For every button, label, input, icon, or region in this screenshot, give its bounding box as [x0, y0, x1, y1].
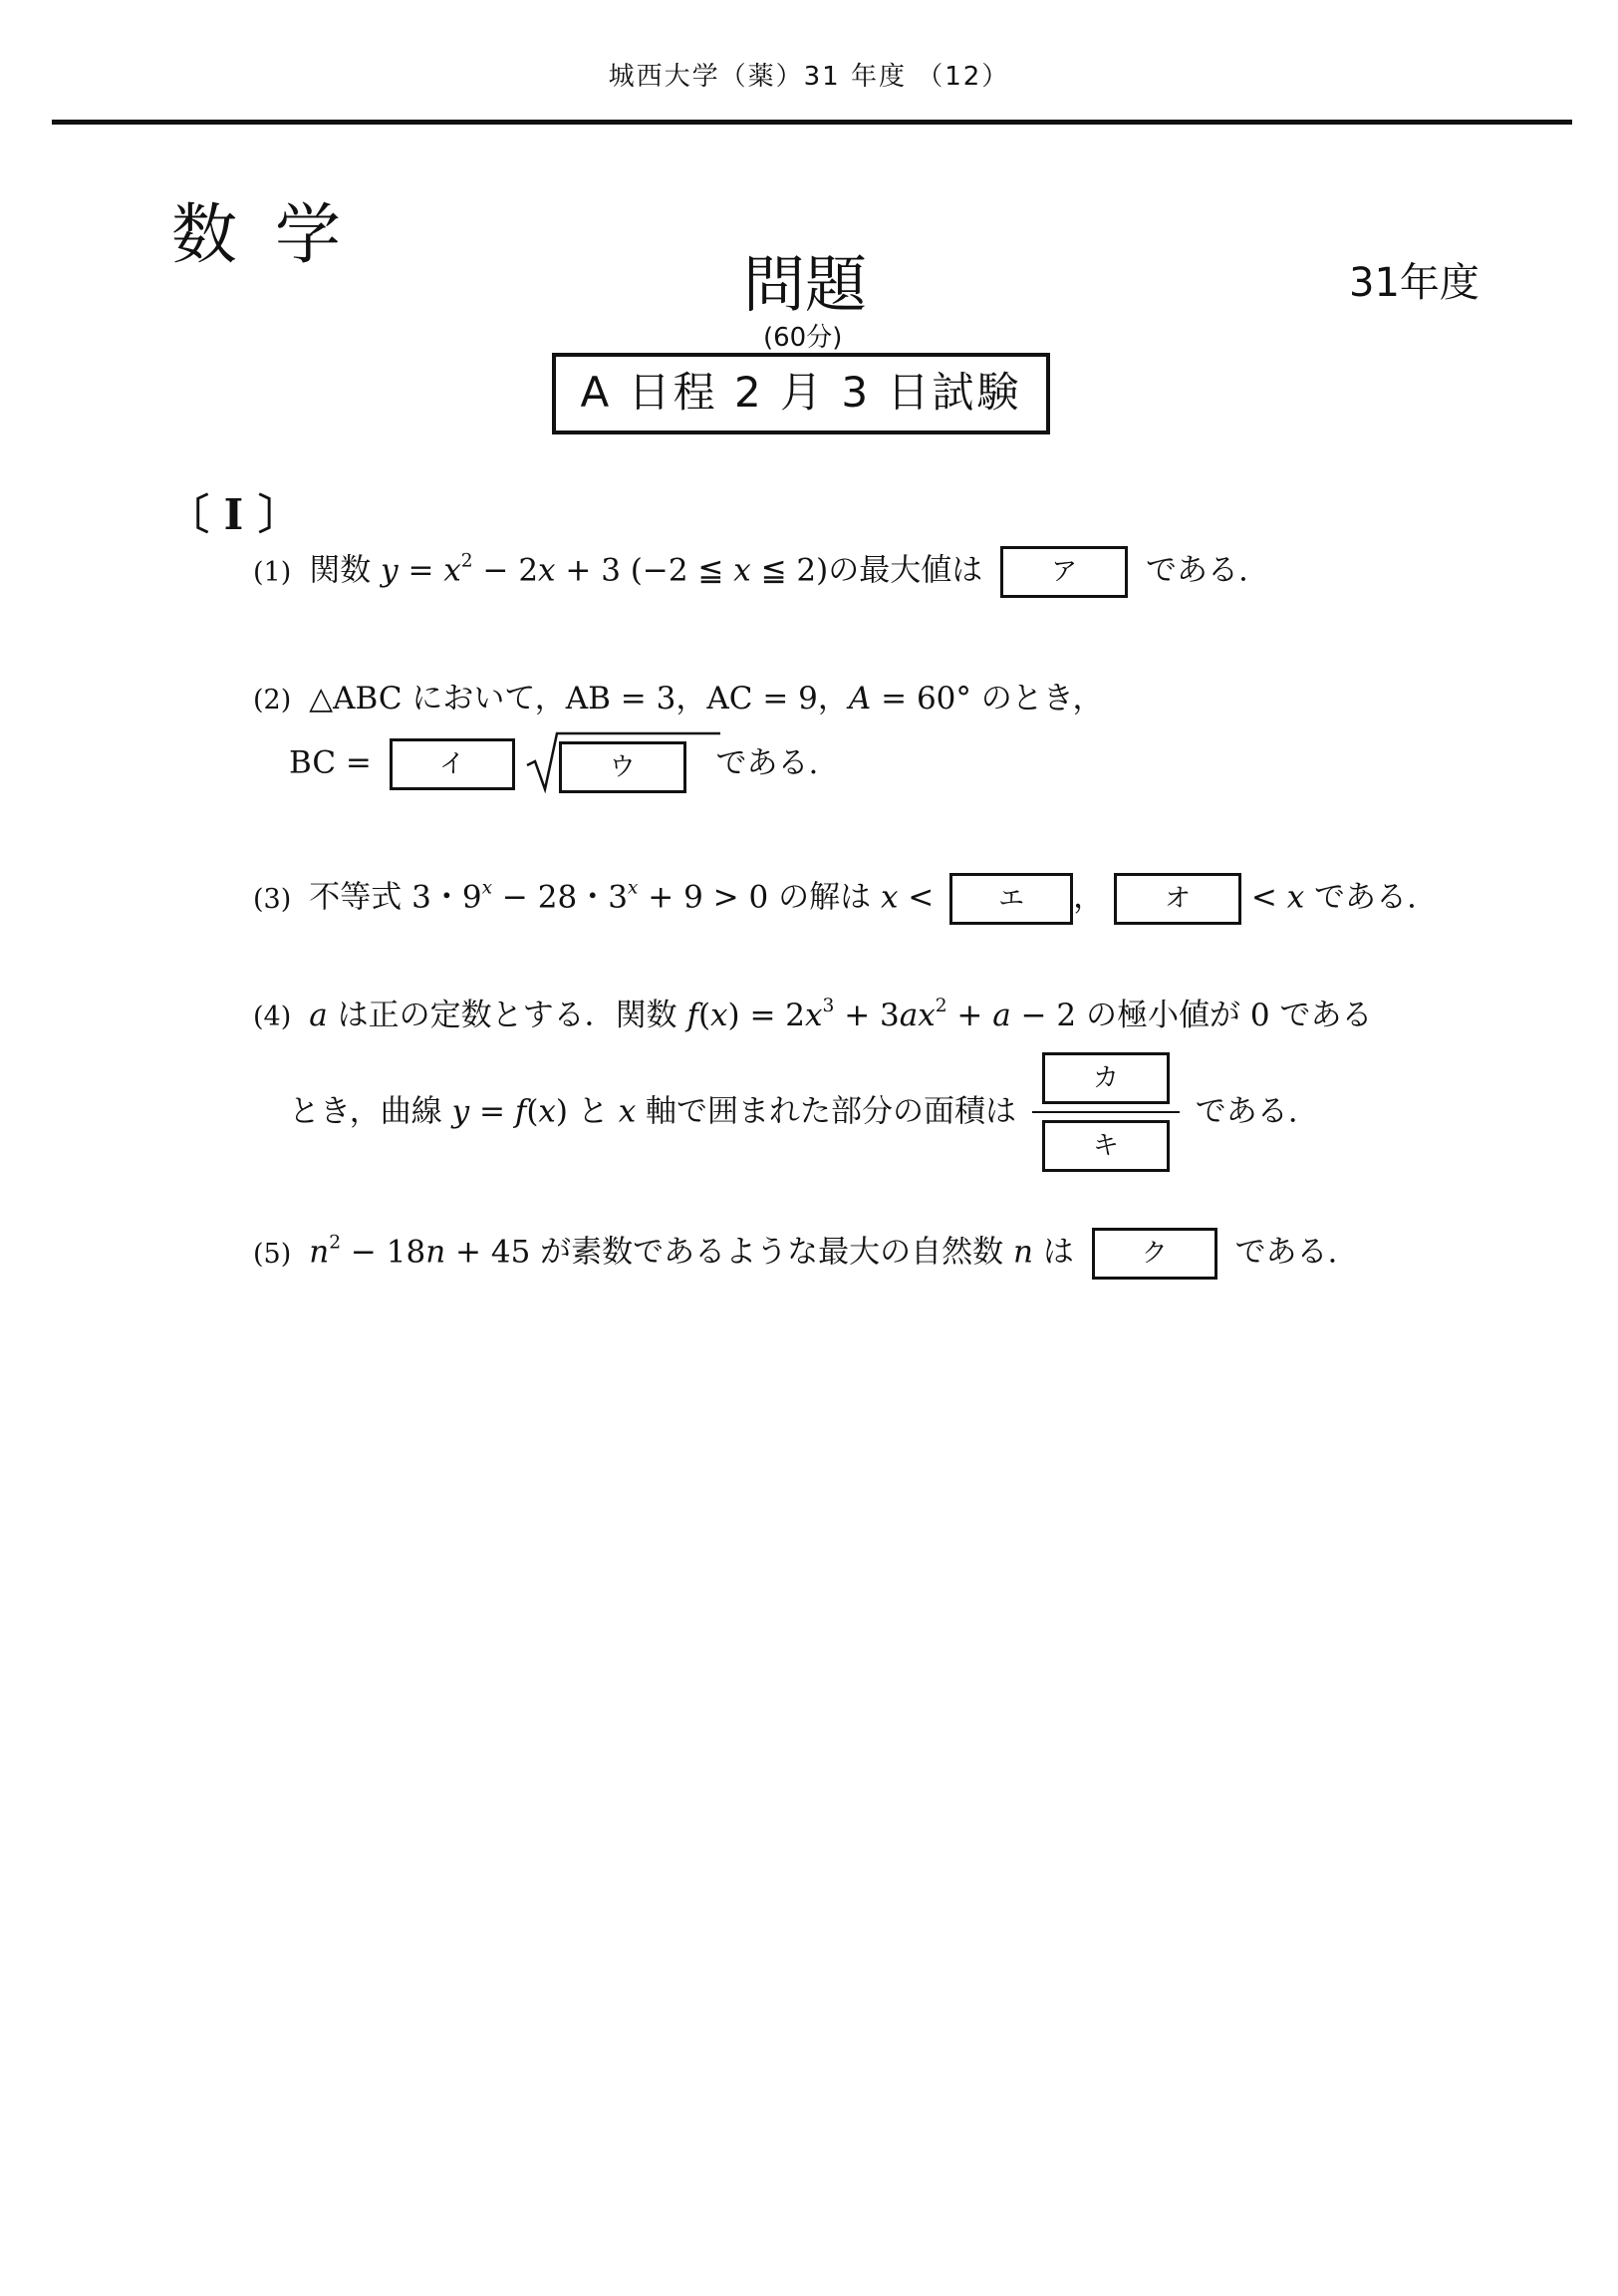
area-fraction: [1032, 1052, 1180, 1172]
question-1: [253, 546, 1248, 598]
sqrt-sign: [525, 735, 686, 793]
question-4: [253, 996, 1373, 1033]
question-number: (5): [253, 1238, 292, 1270]
var-a: a: [309, 998, 328, 1033]
question-2: [253, 681, 1104, 717]
q4-text: +: [946, 998, 993, 1033]
answer-box-ka[interactable]: カ: [1042, 1052, 1170, 1104]
q5-tail: である.: [1234, 1234, 1338, 1271]
var-f: f: [514, 1093, 527, 1130]
duration-label: (60分): [763, 323, 843, 353]
mondai-title: 問題: [743, 248, 868, 321]
var-x: x: [1286, 879, 1305, 916]
var-n: n: [309, 1234, 330, 1271]
q4-text: 軸で囲まれた部分の面積は: [636, 1093, 1017, 1130]
question-number: (4): [253, 1002, 292, 1032]
question-number: (2): [253, 685, 292, 716]
year-label: 31年度: [1349, 260, 1480, 306]
question-5: [253, 1228, 1337, 1280]
q3-tail: である.: [1314, 879, 1417, 916]
comma: ，: [1073, 879, 1105, 916]
exponent: 2: [460, 550, 473, 572]
answer-box-e[interactable]: エ: [949, 873, 1073, 925]
answer-box-u[interactable]: ウ: [559, 741, 686, 793]
exponent: x: [627, 877, 639, 899]
var-x: x: [538, 552, 556, 589]
q4-text: は正の定数とする．関数: [327, 998, 687, 1033]
q5-text: + 45 が素数であるような最大の自然数: [445, 1234, 1014, 1271]
q5-text: − 18: [341, 1234, 426, 1271]
q1-text: − 2: [472, 552, 539, 589]
exponent: 2: [935, 996, 947, 1017]
q2-text: △ABC において，AB = 3，AC = 9，: [309, 681, 849, 717]
subject-title: 数学: [171, 196, 379, 273]
q4-text: (: [526, 1093, 539, 1130]
fraction-bar: [1032, 1111, 1180, 1113]
answer-box-i[interactable]: イ: [390, 738, 515, 790]
var-A: A: [848, 681, 872, 717]
q3-text: 不等式 3・9: [309, 879, 482, 916]
q4-text: とき，曲線: [289, 1093, 452, 1130]
var-x: x: [880, 879, 899, 916]
q4-tail: である.: [1195, 1093, 1298, 1130]
var-n: n: [1013, 1234, 1033, 1271]
q4-text: − 2 の極小値が 0 である: [1010, 998, 1373, 1033]
answer-box-ku[interactable]: ク: [1092, 1228, 1217, 1280]
var-x: x: [805, 998, 823, 1033]
q4-text: =: [469, 1093, 515, 1130]
var-x: x: [538, 1093, 556, 1130]
question-3: [253, 873, 1417, 925]
q4-text: (: [697, 998, 711, 1033]
q4-text: + 3: [834, 998, 900, 1033]
bc-label: BC =: [289, 744, 372, 781]
var-y: y: [381, 552, 399, 589]
q5-text: は: [1032, 1234, 1074, 1271]
q2-text: = 60° のとき，: [871, 681, 1104, 717]
q1-text: + 3 (−2 ≦: [555, 552, 734, 589]
q3-text: <: [1250, 879, 1287, 916]
var-ax: ax: [899, 998, 936, 1033]
header-rule: [52, 120, 1572, 125]
question-2-line2: [289, 735, 818, 793]
answer-box-a[interactable]: ア: [1000, 546, 1128, 598]
q1-text: 関数: [309, 552, 372, 589]
running-header: 城西大学（薬）31 年度 （12）: [608, 62, 1010, 92]
q3-text: <: [898, 879, 935, 916]
exam-date-box: A 日程 2 月 3 日試験: [552, 353, 1050, 434]
var-x: x: [443, 552, 461, 589]
q1-tail: である.: [1145, 552, 1248, 589]
exponent: x: [481, 877, 493, 899]
answer-box-o[interactable]: オ: [1114, 873, 1241, 925]
q1-text: ≦ 2)の最大値は: [750, 552, 983, 589]
q4-text: ) = 2: [727, 998, 806, 1033]
q3-text: − 28・3: [492, 879, 628, 916]
section-label: 〔 I 〕: [167, 490, 300, 539]
q4-text: ) と: [555, 1093, 619, 1130]
q3-text: + 9 > 0 の解は: [638, 879, 881, 916]
var-x: x: [618, 1093, 637, 1130]
var-n: n: [425, 1234, 446, 1271]
exponent: 3: [822, 996, 835, 1017]
var-x: x: [710, 998, 728, 1033]
radical-icon: [525, 729, 724, 793]
var-a: a: [992, 998, 1011, 1033]
var-f: f: [686, 998, 698, 1033]
q2-tail: である.: [715, 744, 819, 781]
question-number: (3): [253, 883, 292, 915]
exponent: 2: [329, 1232, 342, 1254]
var-x: x: [733, 552, 751, 589]
q1-text: =: [398, 552, 444, 589]
var-y: y: [451, 1093, 470, 1130]
question-4-line2: [289, 1052, 1298, 1172]
question-number: (1): [253, 556, 292, 588]
answer-box-ki[interactable]: キ: [1042, 1120, 1170, 1172]
